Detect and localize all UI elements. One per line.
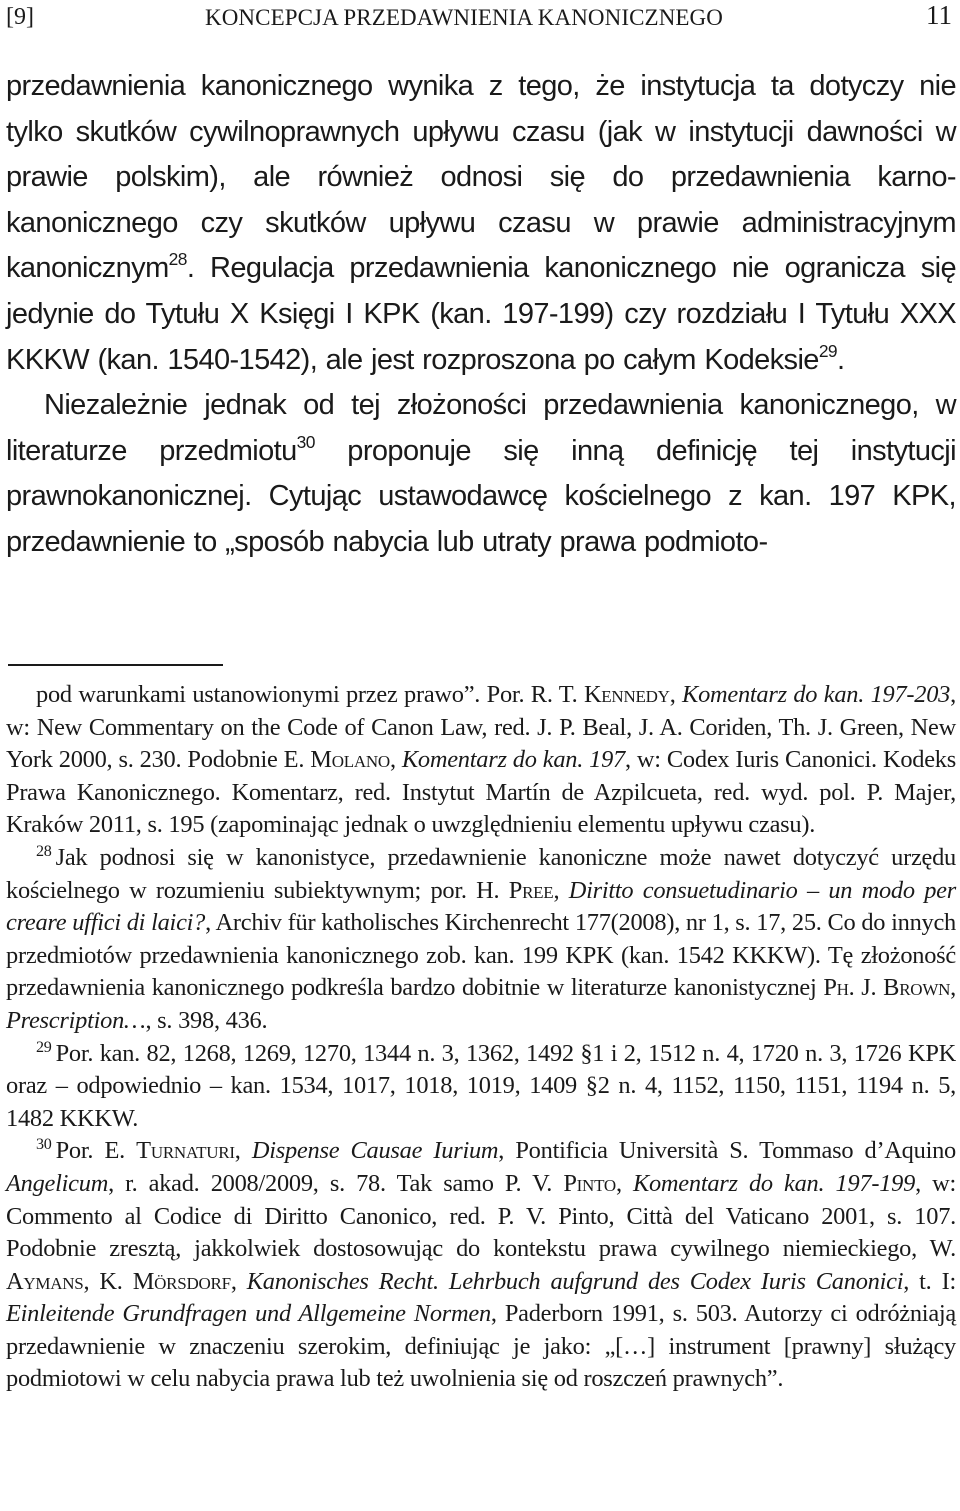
section-number: [9] bbox=[6, 4, 34, 30]
running-title: KONCEPCJA PRZEDAWNIENIA KANONICZNEGO bbox=[205, 5, 723, 30]
footnote-ref-28: 28 bbox=[168, 249, 187, 270]
author-name: Pinto bbox=[563, 1169, 616, 1197]
author-name: Ph. J. Brown bbox=[823, 974, 951, 1002]
footnote-29: $^{29}$ Por. kan. 82, 1268, 1269, 1270, 1344 n. 3, 1362, 1492 §1 i 2, 1512 n. 4, 1720 n. 3, 1726 KPK oraz – odpowiednio – kan. 1534, 1017, 1018, 1019, 1409 §2 n. 4, 1152, 1150, 1151, 1194 n. 5, 1482 KKKW. bbox=[6, 1038, 956, 1132]
footnote-number: 28 bbox=[36, 843, 52, 861]
running-header bbox=[0, 2, 960, 38]
work-title: Angelicum bbox=[6, 1169, 109, 1197]
author-name: Turnaturi bbox=[136, 1137, 235, 1165]
author-name: Molano bbox=[310, 746, 390, 774]
footnote-30: $^{30}$ Por. E. Turnaturi, Dispense Causae Iurium, Pontificia Università S. Tommaso d’Aquino Angelicum, r. akad. 2008/2009, s. 78. Tak samo P. V. Pinto, Komentarz do kan. 197-199, w: Commento al Codice di Diritto Canonico, red. P. V. Pinto, Città del Vaticano 2001, s. 107. Podobnie zresztą, jakkolwiek dostosowując do kontekstu prawa cywilnego niemieckiego, W. Aymans, K. Mörsdorf, Kanonisches Recht. Lehrbuch aufgrund des Codex Iuris Canonici, t. I: Einleitende Grundfragen und Allgemeine Normen, Paderborn 1991, s. 503. Autorzy ci odróżniają przedawnienie w znaczeniu szerokim, definiując je jako: „[…] instrument [prawny] służący podmiotowi w celu nabycia prawa lub też uwolnienia się od roszczeń prawnych”. bbox=[6, 1136, 957, 1393]
work-title: Dispense Causae Iurium bbox=[251, 1137, 499, 1165]
footnote-number: 30 bbox=[36, 1136, 52, 1154]
work-title: Komentarz do kan. 197-199 bbox=[632, 1169, 916, 1197]
work-title: Kanonisches Recht. Lehrbuch aufgrund des Codex Iuris Canonici bbox=[246, 1267, 904, 1295]
paragraph-1: przedawnienia kanonicznego wynika z tego, że instytucja ta dotyczy nie tylko skutków cywilnoprawnych upływu czasu (jak w instytucji dawności w prawie polskim), ale również odnosi się do przedawnienia karno-kanonicznego czy skutków upływu czasu w prawie administracyjnym kanonicznym$^{28}$. Regulacja przedawnienia kanonicznego nie ogranicza się jedynie do Tytułu X Księgi I KPK (kan. 197-199) czy rozdziału I Tytułu XXX KKKW (kan. 1540-1542), ale jest rozproszona po całym Kodeksie$^{29}$. bbox=[6, 70, 956, 376]
work-title: Komentarz do kan. 197-203 bbox=[682, 681, 951, 708]
author-name: Kennedy bbox=[583, 681, 670, 708]
footnotes bbox=[6, 679, 956, 1396]
footnote-ref-30: 30 bbox=[296, 431, 315, 452]
footnote-separator bbox=[8, 664, 223, 666]
footnote-ref-29: 29 bbox=[818, 340, 837, 361]
footnote-28: $^{28}$ Jak podnosi się w kanonistyce, przedawnienie kanoniczne może nawet dotyczyć urzędu kościelnego w rozumieniu subiektywnym; por. H. Pree, Diritto consuetudinario – un modo per creare uffici di laici?, Archiv für katholisches Kirchenrecht 177(2008), nr 1, s. 17, 25. Co do innych przedmiotów przedawnienia kanonicznego zob. kan. 199 KPK (kan. 1542 KKKW). Tę złożoność przedawnienia kanonicznego podkreśla bardzo dobitnie w literaturze kanonistycznej Ph. J. Brown, Prescription…, s. 398, 436. bbox=[6, 843, 956, 1034]
paragraph-2: Niezależnie jednak od tej złożoności przedawnienia kanonicznego, w literaturze przedmiotu$^{30}$ proponuje się inną definicję tej instytucji prawnokanonicznej. Cytując ustawodawcę kościelnego z kan. 197 KPK, przedawnienie to „sposób nabycia lub utraty prawa podmioto- bbox=[6, 389, 956, 558]
author-name: Pree bbox=[508, 876, 554, 904]
work-title: Komentarz do kan. 197 bbox=[401, 746, 625, 774]
author-name: Mörsdorf bbox=[132, 1267, 231, 1295]
page-number: 11 bbox=[926, 0, 952, 30]
work-title: Prescription… bbox=[6, 1006, 146, 1034]
main-text bbox=[6, 64, 956, 566]
author-name: Aymans bbox=[6, 1267, 84, 1295]
footnote-number: 29 bbox=[36, 1038, 52, 1056]
footnote-27-continuation: pod warunkami ustanowionymi przez prawo”. Por. R. T. Kennedy, Komentarz do kan. 197-203, w: New Commentary on the Code of Canon Law, red. J. P. Beal, J. A. Coriden, Th. J. Green, New York 2000, s. 230. Podobnie E. Molano, Komentarz do kan. 197, w: Codex Iuris Canonici. Kodeks Prawa Kanonicznego. Komentarz, red. Instytut Martín de Azpilcueta, red. wyd. pol. P. Majer, Kraków 2011, s. 195 (zapominając jednak o uwzględnieniu elementu upływu czasu). bbox=[6, 681, 956, 839]
work-title: Einleitende Grundfragen und Allgemeine Normen bbox=[6, 1300, 491, 1328]
work-title: Diritto consuetudinario – un modo per creare uffici di laici? bbox=[6, 876, 956, 937]
